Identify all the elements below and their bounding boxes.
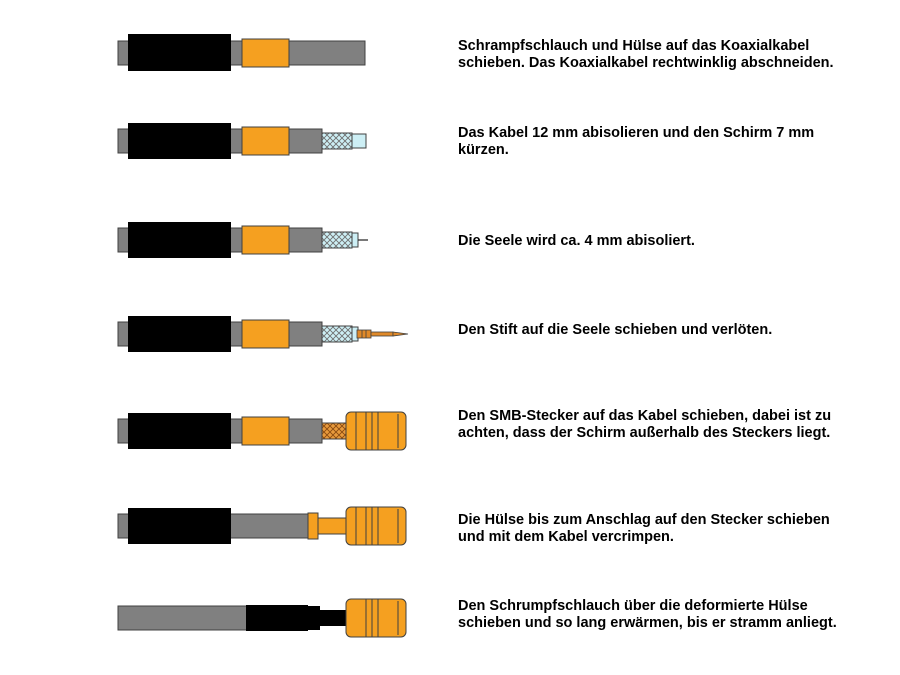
- shrunk-heatshrink: [246, 605, 308, 631]
- step-1-cable: [118, 34, 365, 71]
- step-4-line-1: Den Stift auf die Seele schieben und verlöten.: [458, 322, 773, 338]
- step-6-cable: [118, 507, 406, 545]
- contact-pin: [357, 330, 408, 338]
- step-6-description: [458, 512, 888, 546]
- heatshrink-tube: [128, 34, 231, 71]
- insulation: [352, 233, 358, 247]
- step-2-line-2: kürzen.: [458, 142, 509, 158]
- step-1-line-1: Schrampfschlauch und Hülse auf das Koaxialkabel: [458, 38, 810, 54]
- crimp-sleeve: [242, 417, 289, 445]
- step-2-description: [458, 125, 888, 159]
- smb-connector: [346, 412, 406, 450]
- step-7-description: [458, 598, 888, 632]
- step-6-line-1: Die Hülse bis zum Anschlag auf den Stecker schieben: [458, 512, 830, 528]
- smb-connector: [346, 599, 406, 637]
- step-4-cable: [118, 316, 408, 352]
- step-6-line-2: und mit dem Kabel vercrimpen.: [458, 529, 674, 545]
- shield-braid: [322, 423, 346, 439]
- insulation: [352, 134, 366, 148]
- heatshrink-tube: [128, 316, 231, 352]
- heatshrink-tube: [128, 123, 231, 159]
- step-5-description: [458, 408, 888, 442]
- step-4-description: [458, 322, 888, 339]
- shield-braid: [322, 232, 352, 248]
- shield-braid: [322, 133, 352, 149]
- step-7-line-1: Den Schrumpfschlauch über die deformierte Hülse: [458, 598, 808, 614]
- heatshrink-tube: [128, 508, 231, 544]
- shield-braid: [322, 326, 352, 342]
- step-3-cable: [118, 222, 368, 258]
- smb-connector: [346, 507, 406, 545]
- cable-jacket: [118, 606, 248, 630]
- step-5-cable: [118, 412, 406, 450]
- step-2-cable: [118, 123, 366, 159]
- step-1-line-2: schieben. Das Koaxialkabel rechtwinklig abschneiden.: [458, 55, 834, 71]
- step-3-line-1: Die Seele wird ca. 4 mm abisoliert.: [458, 233, 695, 249]
- crimp-sleeve: [242, 39, 289, 67]
- step-3-description: [458, 233, 888, 250]
- step-2-line-1: Das Kabel 12 mm abisolieren und den Schirm 7 mm: [458, 125, 815, 141]
- crimp-sleeve: [242, 226, 289, 254]
- crimped-sleeve: [308, 513, 348, 539]
- step-5-line-1: Den SMB-Stecker auf das Kabel schieben, dabei ist zu: [458, 408, 832, 424]
- crimp-sleeve: [242, 127, 289, 155]
- heatshrink-tube: [128, 222, 231, 258]
- step-5-line-2: achten, dass der Schirm außerhalb des Steckers liegt.: [458, 425, 831, 441]
- step-7-line-2: schieben und so lang erwärmen, bis er stramm anliegt.: [458, 615, 837, 631]
- step-7-cable: [118, 599, 406, 637]
- step-1-description: [458, 38, 888, 72]
- crimp-sleeve: [242, 320, 289, 348]
- heatshrink-tube: [128, 413, 231, 449]
- shrunk-heatshrink-neck: [318, 610, 348, 626]
